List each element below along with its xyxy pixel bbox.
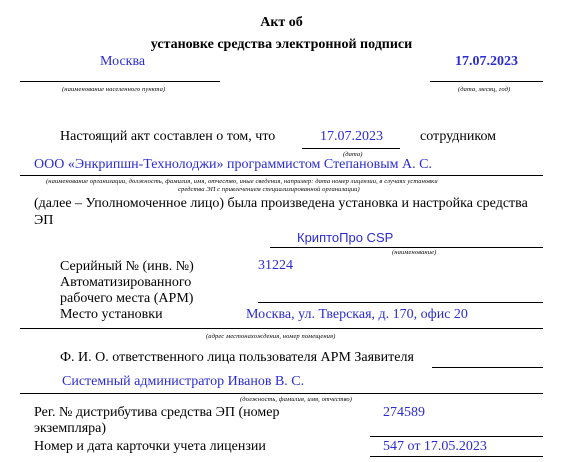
header-date-caption: (дата, месяц, год) (458, 86, 511, 93)
intro-date-underline (302, 148, 400, 149)
employee-caption-line-2: средства ЭП с привлечением специализированной организации) (178, 186, 360, 193)
responsible-caption: (должность, фамилия, имя, отчество) (240, 396, 353, 403)
software-name-value: КриптоПро CSP (297, 230, 394, 245)
city-underline (20, 81, 220, 82)
software-underline (270, 247, 543, 248)
location-underline (20, 328, 543, 329)
employee-value: ООО «Энкрипшн-Технолоджи» программистом Степановым А. С. (34, 157, 432, 172)
employee-underline (20, 175, 543, 176)
intro-text-after: сотрудником (420, 129, 497, 144)
header-date-value: 17.07.2023 (455, 54, 518, 69)
software-caption: (наименование) (392, 249, 437, 256)
employee-caption-line-1: (наименование организации, должность, фамилия, имя, отчество, иные сведения, например: дата номер лицензии, в случаях установки (46, 178, 438, 185)
license-value: 547 от 17.05.2023 (383, 439, 487, 454)
responsible-value: Системный администратор Иванов В. С. (62, 374, 305, 389)
arm-label-line-1: Автоматизированного (60, 275, 192, 290)
location-caption: (адрес местонахождения, номер помещения) (206, 333, 336, 340)
intro-date-value: 17.07.2023 (320, 129, 383, 144)
intro-date-caption: (дата) (343, 151, 363, 158)
serial-underline (258, 302, 543, 303)
reg-number-label-line-1: Рег. № дистрибутива средства ЭП (номер (34, 405, 280, 420)
responsible-label-underline (432, 367, 543, 368)
license-label: Номер и дата карточки учета лицензии (34, 439, 266, 454)
arm-label-line-2: рабочего места (АРМ) (60, 291, 194, 306)
header-date-underline (430, 81, 543, 82)
responsible-label: Ф. И. О. ответственного лица пользователя АРМ Заявителя (60, 350, 414, 365)
city-caption: (наименование населенного пункта) (62, 86, 166, 93)
act-title-line-1: Акт об (260, 15, 303, 30)
reg-number-label-line-2: экземпляра) (34, 421, 107, 436)
location-label: Место установки (60, 307, 163, 322)
location-value: Москва, ул. Тверская, д. 170, офис 20 (246, 307, 468, 322)
body-text-line-2: ЭП (34, 213, 54, 228)
body-text-line-1: (далее – Уполномоченное лицо) была произведена установка и настройка средства (34, 196, 528, 211)
serial-value: 31224 (258, 258, 293, 273)
serial-label: Серийный № (инв. №) (60, 259, 194, 274)
reg-number-value: 274589 (383, 405, 425, 420)
city-value: Москва (100, 54, 146, 69)
intro-text-before: Настоящий акт составлен о том, что (60, 129, 276, 144)
act-title-line-2: установке средства электронной подписи (150, 37, 413, 52)
reg-number-underline (370, 436, 543, 437)
license-underline (370, 456, 543, 457)
responsible-underline (20, 393, 543, 394)
